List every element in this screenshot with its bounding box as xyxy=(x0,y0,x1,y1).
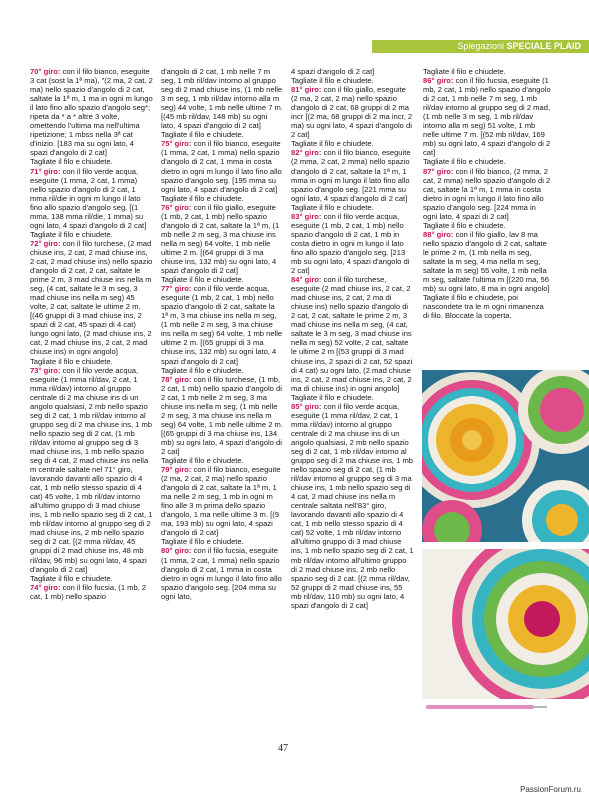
instruction-round xyxy=(161,375,283,456)
instruction-round xyxy=(30,67,153,157)
instruction-text: con il filo bianco, (2 mma, 2 cat, 2 mma) nello spazio d'angolo di 2 cat, saltate la 1ª m, 1 mma in costa dietro in ogni m lungo il lato fino allo spazio d'angolo seg. [224 mma in ogni lato, 4 spazi di 2 cat] xyxy=(423,166,551,221)
instruction-text: Tagliate il filo e chiudete. xyxy=(30,573,113,583)
instruction-text: con il filo bianco, eseguite (1 mma, 2 cat, 1 mma) nello spazio d'angolo di 2 cat, 1 mma in costa dietro in ogni m lungo il lato fino allo spazio d'angolo seg. [195 mma su ogni lato, 4 spazi d'angolo di 2 cat] xyxy=(161,139,282,194)
instruction-text: Tagliate il filo e chiudete. xyxy=(291,76,374,86)
instruction-text: Tagliate il filo e chiudete. xyxy=(423,67,506,76)
instruction-round xyxy=(423,230,551,293)
instruction-note xyxy=(30,357,153,366)
instruction-round xyxy=(291,402,414,610)
instruction-note xyxy=(161,366,283,375)
instruction-text: Tagliate il filo e chiudete. xyxy=(161,275,244,285)
instruction-text: Tagliate il filo e chiudete. xyxy=(161,537,244,547)
instruction-note xyxy=(291,393,414,402)
round-label: 82° giro: xyxy=(291,148,322,158)
instruction-text: Tagliate il filo e chiudete. xyxy=(423,157,506,167)
instruction-text: Tagliate il filo e chiudete. xyxy=(30,229,113,239)
instruction-round xyxy=(291,148,414,202)
instruction-round xyxy=(291,212,414,275)
instruction-note xyxy=(291,139,414,148)
header-bar xyxy=(372,40,589,53)
crochet-photo-top xyxy=(422,370,589,542)
round-label: 74° giro: xyxy=(30,582,61,592)
instruction-note xyxy=(423,221,551,230)
round-label: 75° giro: xyxy=(161,139,192,149)
instruction-note xyxy=(161,130,283,139)
instruction-text: con il filo turchese, eseguite (2 mad chiuse ins, 2 cat, 2 mad chiuse ins, 2 cat, 2 ma di chiuse ins) nello spazio d'angolo di 2 cat, 2 cat, saltate le prime 2 m, 3 mad chiuse ins nella m seg, (4 cat, saltate le 3 m seg, 3 mad chiuse ins nella m seg) 52 volte, 2 cat, saltate le ultime 2 m [(53 gruppi di 3 mad chiuse ins, 2 spazi di 2 cat, 52 spazi di 4 cat) su ogni lato, (2 mad chiuse ins, 2 cat, 2 mad chiuse ins, 2 cat, 2 ma di chiuse ins) in ogni angolo] xyxy=(291,275,413,393)
round-label: 85° giro: xyxy=(291,401,322,411)
instruction-note xyxy=(423,157,551,166)
round-label: 73° giro: xyxy=(30,365,61,375)
instruction-text: Tagliate il filo e chiudete. xyxy=(291,202,374,212)
header-prefix: Spiegazioni xyxy=(457,41,504,51)
round-label: 72° giro: xyxy=(30,238,61,248)
instruction-round xyxy=(161,203,283,275)
instruction-text: con il filo turchese, (1 mb, 2 cat, 1 mb) nello spazio d'angolo di 2 cat, 1 mb nelle 2 m seg, 3 ma chiuse ins nella m seg, (1 mb nelle 2 m seg, 3 ma chiuse ins nella m seg) 64 volte, 1 mb nelle ultime 2 m. [(65 gruppi di 3 ma chiuse ins, 134 mb) su ogni lato, 4 spazi d'angolo di 2 cat] xyxy=(161,374,283,456)
instruction-round xyxy=(30,583,153,601)
instruction-text: con il filo giallo, lav 8 ma nello spazio d'angolo di 2 cat, saltate le prime 2 m, (1 mb nella m seg, saltate la m seg, 4 ma nella m seg, saltate la m seg) 55 volte, 1 mb nella m seg, saltate l'ultima m [(220 ma, 56 mb) su ogni lato, 8 ma in ogni angolo] xyxy=(423,229,550,294)
instruction-round xyxy=(423,167,551,221)
instruction-text: con il filo fucsia, eseguite (1 mma, 2 cat, 1 mma) nello spazio d'angolo di 2 cat, 1 mma in costa dietro in ogni m lungo il lato fino allo spazio d'angolo seg. [204 mma su ogni lato, xyxy=(161,546,282,601)
instruction-note xyxy=(423,293,551,320)
round-label: 78° giro: xyxy=(161,374,192,384)
watermark: PassionForum.ru xyxy=(520,785,581,794)
instruction-text: Tagliate il filo e chiudete. xyxy=(291,392,374,402)
instruction-text: Tagliate il filo e chiudete. xyxy=(30,157,113,167)
instruction-text: con il filo verde acqua, eseguite (1 mma ril/dav, 2 cat, 1 mma ril/dav) intorno al gruppo centrale di 2 ma chiuse ins di un angolo qualsiasi, 2 mb nello spazio seg di 2 cat, 1 mb ril/dav intorno al gruppo seg di 2 ma chiuse ins, 1 mb nello spazio seg di 2 cat, (1 mb ril/dav intorno al gruppo seg di 3 mad chiuse ins, 1 mb nello spazio seg di 4 cat, 2 mad chiuse ins nella m centrale saltate nel 71° giro, lavorando davanti allo spazio di 4 cat, 1 mb nello stesso spazio di 4 cat) 45 volte, 1 mb ril/dav intorno all'ultimo gruppo di 3 mad chiuse ins, 1 mb nello spazio seg di 2 cat, 1 mb ril/dav intorno al gruppo seg di 2 mad chiuse ins, 2 mb nello spazio seg di 2 cat. [(2 mma ril/dav, 45 gruppi di 2 mad chiuse ins, 48 mb ril/dav, 96 mb) su ogni lato, 4 spazi d'angolo di 2 cat] xyxy=(30,365,153,574)
crochet-circles-image xyxy=(422,370,589,542)
instruction-round xyxy=(161,284,283,365)
instruction-round xyxy=(291,85,414,139)
instruction-text: con il filo fucsia, eseguite (1 mb, 2 cat, 1 mb) nello spazio d'angolo di 2 cat, 1 mb nelle 7 m seg, 1 mb ril/dav intorno al gruppo seg di 2 mad, (1 mb nelle 3 m seg, 1 mb ril/dav intorno alla m seg) 51 volte, 1 mb nelle ultime 7 m. [(52 mb ril/dav, 169 mb) su ogni lato, 4 spazi d'angolo di 2 cat] xyxy=(423,76,551,158)
instruction-text: con il filo verde acqua, eseguite (1 mma, 2 cat, 1 mma) nello spazio d'angolo di 2 cat, 1 mma ril/die in ogni m lungo il lato fino allo spazio d'angolo seg. [(1 mma, 138 mma ril/die, 1 mma) su ogni lato, 4 spazi d'angolo di 2 cat] xyxy=(30,166,147,230)
instruction-note xyxy=(161,275,283,284)
round-label: 84° giro: xyxy=(291,275,322,285)
instruction-text: con il filo turchese, (2 mad chiuse ins, 2 cat, 2 mad chiuse ins, 2 cat, 2 mad chiuse ins) nello spazio d'angolo di 2 cat, 2 cat, saltate le prime 2 m, 3 mad chiuse ins nella m seg, (4 cat, saltate le 3 m seg, 3 mad chiuse ins nella m seg) 45 volte, 2 cat, saltate le ultime 2 m. [(46 gruppi di 3 mad chiuse ins, 2 spazi di 2 cat, 45 spazi di 4 cat) lungo ogni lato, (2 mad chiuse ins, 2 cat, 2 mad chiuse ins, 2 cat, 2 mad chiuse ins) in ogni angolo] xyxy=(30,238,153,357)
instruction-text: con il filo bianco, eseguite (2 mma, 2 cat, 2 mma) nello spazio d'angolo di 2 cat, saltate la 1ª m, 1 mma in ogni m lungo il lato fino allo spazio d'angolo seg. [221 mma su ogni lato, 4 spazi d'angolo di 2 cat] xyxy=(291,148,411,203)
section-header xyxy=(457,40,581,53)
round-label: 86° giro: xyxy=(423,76,454,86)
round-label: 71° giro: xyxy=(30,166,61,176)
instruction-note xyxy=(291,76,414,85)
round-label: 88° giro: xyxy=(423,229,454,239)
instruction-round xyxy=(30,239,153,357)
header-title: SPECIALE PLAID xyxy=(506,41,581,51)
instruction-round xyxy=(30,167,153,230)
instruction-text: con il filo verde acqua, eseguite (1 mb, 2 cat, 1 mb) nello spazio d'angolo di 2 cat, 1 mb in costa dietro in ogni m lungo il lato fino allo spazio d'angolo seg. [213 mb su ogni lato, 4 spazi d'angolo di 2 cat] xyxy=(291,211,410,276)
text-column-1 xyxy=(30,67,153,601)
instruction-note xyxy=(161,67,283,130)
instruction-text: Tagliate il filo e chiudete. xyxy=(30,356,113,366)
instruction-text: con il filo fucsia, (1 mb, 2 cat, 1 mb) nello spazio xyxy=(30,582,147,601)
instruction-note xyxy=(161,537,283,546)
instruction-text: con il filo giallo, eseguite (1 mb, 2 cat, 1 mb) nello spazio d'angolo di 2 cat, saltate la 1ª m, (1 mb nelle 2 m seg, 3 ma chiuse ins nella m seg) 64 volte, 1 mb nelle ultime 2 m. [(64 gruppi di 3 ma chiuse ins, 132 mb) su ogni lato, 4 spazi d'angolo di 2 cat] xyxy=(161,202,280,276)
page-number: 47 xyxy=(278,743,288,754)
instruction-text: con il filo verde acqua, eseguite (1 mb, 2 cat, 1 mb) nello spazio d'angolo di 2 cat, saltate la 1ª m, 3 ma chiuse ins nella m seg, (1 mb nelle 2 m seg, 3 ma chiuse ins nella m seg) 64 volte, 1 mb nelle ultime 2 m. [(65 gruppi di 3 ma chiuse ins, 132 mb) su ogni lato, 4 spazi d'angolo di 2 cat] xyxy=(161,284,283,366)
instruction-text: Tagliate il filo e chiudete. xyxy=(161,130,244,140)
instruction-note xyxy=(30,574,153,583)
instruction-text: Tagliate il filo e chiudete. xyxy=(291,139,374,149)
instruction-note xyxy=(423,67,551,76)
instruction-text: con il filo verde acqua, eseguite (1 mma ril/dav, 2 cat, 1 mma ril/dav) intorno al gruppo centrale di 2 ma chiuse ins di un angolo qualsiasi, 2 mb nello spazio seg di 2 cat, 1 mb ril/dav intorno al gruppo seg di 2 ma chiuse ins, 1 mb nello spazio seg di 2 cat, (1 mb ril/dav intorno al gruppo seg di 3 ma chiuse ins, 1 mb nello spazio seg di 4 cat, 2 mad chiuse ins nella m centrale saltata nell'83° giro, lavorando davanti allo spazio di 4 cat, 1 mb nello stesso spazio di 4 cat) 52 volte, 1 mb ril/dav intorno all'ultimo gruppo di 3 mad chiuse ins, 1 mb nello spazio seg di 2 cat, 1 mb ril/dav intorno all'ultimo gruppo di 2 mad chiuse ins, 2 mb nello spazio seg di 2 cat. [(2 mma ril/dav, 52 gruppi di 2 mad chiuse ins, 55 mb ril/dav, 110 mb) su ogni lato, 4 spazi d'angolo di 2 cat] xyxy=(291,401,414,610)
instruction-round xyxy=(291,275,414,393)
round-label: 79° giro: xyxy=(161,465,192,475)
instruction-round xyxy=(423,76,551,157)
instruction-text: con il filo bianco, eseguite 3 cat (sost la 1ª ma), "(2 ma, 2 cat, 2 ma) nello spazio d'angolo di 2 cat, saltate la 1ª m, 1 ma in ogni m lungo il lato fino allo spazio d'angolo seg*; ripeta da * a * altre 3 volte, omettendo l'ultima ma nell'ultima ripetizione; 1 mbss nella 3ª cat d'inizio. [183 ma su ogni lato, 4 spazi d'angolo di 2 cat] xyxy=(30,67,153,158)
round-label: 81° giro: xyxy=(291,85,322,95)
round-label: 70° giro: xyxy=(30,67,61,76)
instruction-note xyxy=(291,67,414,76)
crochet-detail-image xyxy=(422,549,589,721)
text-column-3 xyxy=(291,67,414,610)
instruction-note xyxy=(30,230,153,239)
instruction-note xyxy=(161,194,283,203)
instruction-round xyxy=(161,546,283,600)
instruction-note xyxy=(161,456,283,465)
instruction-text: d'angolo di 2 cat, 1 mb nelle 7 m seg, 1 mb ril/dav intorno al gruppo seg di 2 mad chiuse ins, (1 mb nelle 3 m seg, 1 mb ril/dav intorno alla m seg) 44 volte, 1 mb nelle ultime 7 m. [(45 mb ril/dav, 148 mb) su ogni lato, 4 spazi d'angolo di 2 cat] xyxy=(161,67,283,131)
instruction-round xyxy=(161,139,283,193)
round-label: 80° giro: xyxy=(161,546,192,556)
text-column-4 xyxy=(423,67,551,320)
round-label: 83° giro: xyxy=(291,211,322,221)
instruction-note xyxy=(291,203,414,212)
round-label: 87° giro: xyxy=(423,166,454,176)
instruction-text: Tagliate il filo e chiudete. xyxy=(161,365,244,375)
instruction-text: con il filo giallo, eseguite (2 ma, 2 cat, 2 ma) nello spazio d'angolo di 2 cat, 68 gruppi di 2 ma incr [(2 ma, 68 gruppi di 2 ma incr, 2 ma) su ogni lato, 4 spazi d'angolo di 2 cat] xyxy=(291,85,413,140)
instruction-text: con il filo bianco, eseguite (2 ma, 2 cat, 2 ma) nello spazio d'angolo di 2 cat, saltate la 1ª m, 1 ma nelle 2 m seg, 1 mb in ogni m fino alle 3 m prima dello spazio d'angolo, 1 ma nelle ultime 3 m. [(9 ma, 193 mb) su ogni lato, 4 spazi d'angolo di 2 cat] xyxy=(161,465,281,538)
crochet-photo-bottom xyxy=(422,549,589,721)
instruction-round xyxy=(30,366,153,574)
round-label: 77° giro: xyxy=(161,284,192,294)
instruction-note xyxy=(30,157,153,166)
instruction-text: Tagliate il filo e chiudete. xyxy=(161,193,244,203)
instruction-text: 4 spazi d'angolo di 2 cat] xyxy=(291,67,375,76)
instruction-text: Tagliate il filo e chiudete. xyxy=(161,456,244,466)
instruction-text: Tagliate il filo e chiudete, poi nascondete tra le m ogni rimanenza di filo. Bloccate la coperta. xyxy=(423,293,544,321)
instruction-round xyxy=(161,465,283,537)
instruction-text: Tagliate il filo e chiudete. xyxy=(423,220,506,230)
text-column-2 xyxy=(161,67,283,601)
round-label: 76° giro: xyxy=(161,202,192,212)
